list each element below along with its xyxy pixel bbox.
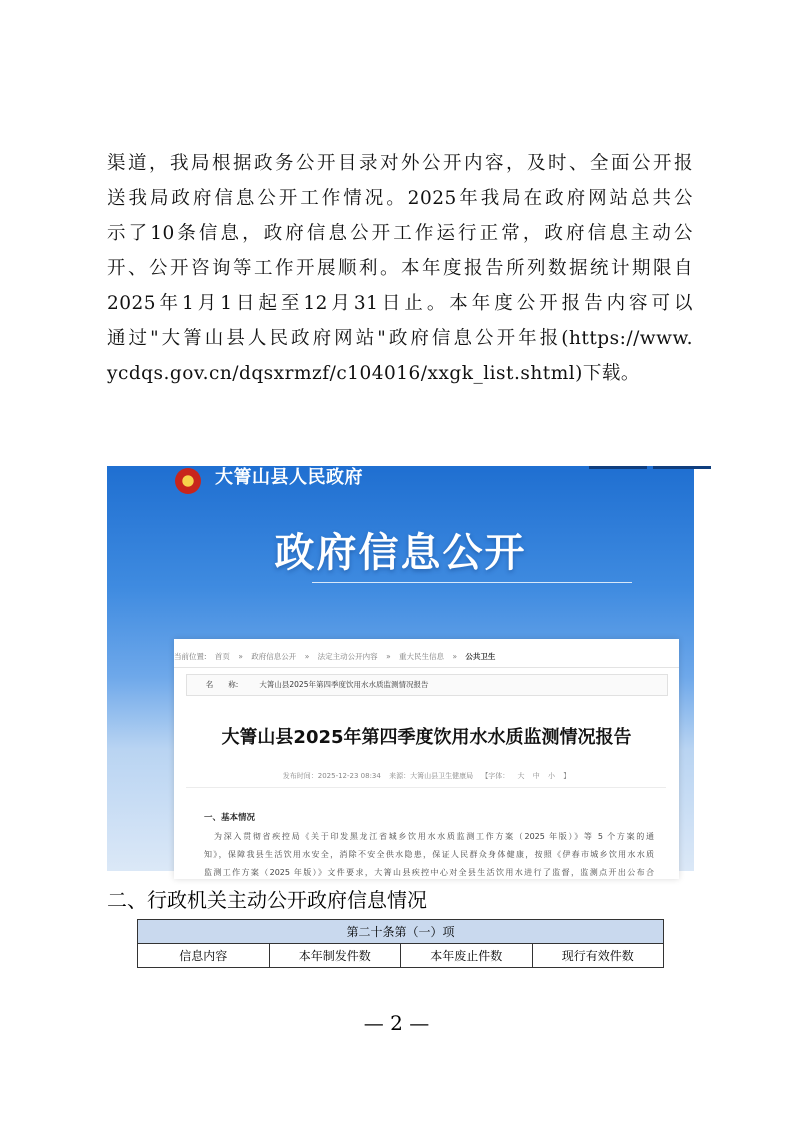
divider: [174, 667, 679, 668]
topbar-button: [589, 466, 647, 469]
article-title: 大箐山县2025年第四季度饮用水水质监测情况报告: [221, 727, 632, 748]
section-heading-2: 二、行政机关主动公开政府信息情况: [107, 888, 427, 912]
paragraph-line: 送我局政府信息公开工作情况。2025年我局在政府网站总共公: [107, 188, 693, 209]
breadcrumb: [174, 649, 501, 665]
source: 来源：大箐山县卫生健康局: [389, 772, 474, 780]
paragraph-line: 通过"大箐山县人民政府网站"政府信息公开年报(https://www.: [107, 328, 693, 349]
paragraph-line: ycdqs.gov.cn/dqsxrmzf/c104016/xxgk_list.shtml)下载。: [107, 363, 640, 384]
name-label: 名 称:: [205, 680, 239, 689]
font-medium-button[interactable]: 中: [532, 772, 540, 780]
breadcrumb-legal[interactable]: 法定主动公开内容: [317, 652, 378, 661]
table-header-row: [138, 920, 664, 944]
intro-paragraph: [107, 146, 693, 391]
national-emblem-icon: [175, 468, 201, 494]
breadcrumb-current[interactable]: 公共卫生: [465, 652, 496, 661]
breadcrumb-home[interactable]: 首页: [214, 652, 230, 661]
paragraph-line: 2025年1月1日起至12月31日止。本年度公开报告内容可以: [107, 293, 693, 314]
banner-divider: [312, 582, 632, 583]
breadcrumb-label: 当前位置:: [174, 652, 207, 661]
page-number: — 2 —: [363, 1011, 430, 1035]
paragraph-line: 渠道，我局根据政务公开目录对外公开内容，及时、全面公开报: [107, 153, 693, 174]
divider: [186, 787, 666, 788]
column-header: 本年制发件数: [269, 944, 401, 968]
article-body-line: 监测工作方案（2025 年版）》文件要求，大箐山县疾控中心对全县生活饮用水进行了监督，监测点开出公布合: [204, 868, 654, 877]
article-card: [174, 639, 679, 879]
breadcrumb-sep: »: [386, 652, 391, 661]
font-size-end: 】: [563, 772, 571, 780]
paragraph-line: 示了10条信息，政府信息公开工作运行正常，政府信息主动公: [107, 223, 693, 244]
section-heading: 一、基本情况: [204, 813, 256, 823]
breadcrumb-livelihood[interactable]: 重大民生信息: [399, 652, 445, 661]
name-field: [186, 674, 668, 696]
name-value: 大箐山县2025年第四季度饮用水水质监测情况报告: [259, 680, 429, 689]
paragraph-line: 开、公开咨询等工作开展顺利。本年度报告所列数据统计期限自: [107, 258, 693, 279]
banner-title: 政府信息公开: [274, 530, 527, 576]
table-header: 第二十条第（一）项: [138, 920, 664, 944]
site-title: 大箐山县人民政府: [215, 467, 363, 488]
font-large-button[interactable]: 大: [517, 772, 525, 780]
table-row: [138, 944, 664, 968]
article-body-line: 为深入贯彻省疾控局《关于印发黑龙江省城乡饮用水水质监测工作方案（2025 年版）》等 5 个方案的通: [214, 832, 654, 841]
breadcrumb-sep: »: [238, 652, 243, 661]
column-header: 信息内容: [138, 944, 270, 968]
breadcrumb-sep: »: [452, 652, 458, 661]
breadcrumb-gov-info[interactable]: 政府信息公开: [251, 652, 297, 661]
article-meta: [174, 771, 679, 781]
font-size-label: 【字体：: [481, 772, 510, 780]
font-small-button[interactable]: 小: [548, 772, 556, 780]
column-header: 本年废止件数: [401, 944, 533, 968]
topbar-button: [653, 466, 711, 469]
column-header: 现行有效件数: [532, 944, 664, 968]
breadcrumb-sep: »: [304, 652, 310, 661]
info-table: [137, 919, 664, 968]
publish-time: 发布时间：2025-12-23 08:34: [282, 772, 381, 780]
website-screenshot: [107, 466, 694, 877]
article-body-line: 知》，保障我县生活饮用水安全，消除不安全供水隐患，保证人民群众身体健康，按照《伊春市城乡饮用水水质: [204, 850, 654, 859]
